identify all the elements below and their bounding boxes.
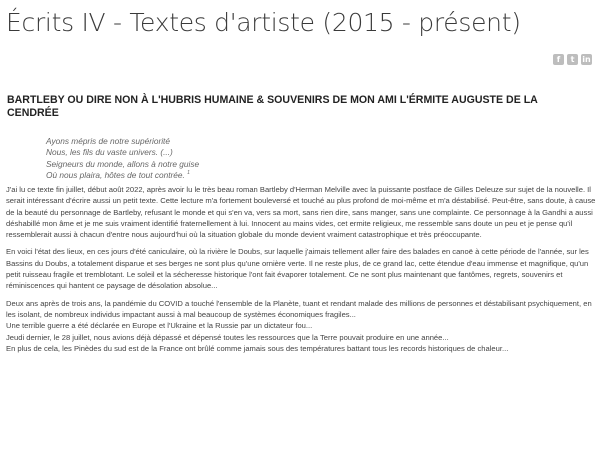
article-title: BARTLEBY OU DIRE NON À L'HUBRIS HUMAINE & SOUVENIRS DE MON AMI L'ÉRMITE AUGUSTE DE LA CENDRÉE: [7, 94, 538, 119]
linkedin-icon[interactable]: in: [582, 55, 591, 64]
share-bar: [553, 54, 592, 65]
epigraph: [46, 136, 346, 182]
epigraph-line: Nous, les fils du vaste univers. (...): [46, 147, 173, 158]
paragraph: Jeudi dernier, le 28 juillet, nous avions déjà dépassé et dépensé toutes les ressources que la Terre pouvait produire en une année...: [6, 332, 449, 342]
page-title: Écrits IV - Textes d'artiste (2015 - présent): [6, 8, 521, 37]
epigraph-line: [46, 170, 346, 181]
epigraph-line: Seigneurs du monde, allons à notre guise: [46, 158, 200, 169]
epigraph-line: Ayons mépris de notre supériorité: [46, 136, 170, 146]
facebook-icon[interactable]: f: [553, 54, 564, 65]
paragraph: Une terrible guerre a été déclarée en Europe et l'Ukraine et la Russie par un dictateur fou...: [6, 321, 313, 331]
footnote-marker[interactable]: 1: [187, 170, 190, 177]
paragraph: En plus de cela, les Pinèdes du sud est de la France ont brûlé comme jamais sous des températures battant tous les records historiques de chaleur...: [6, 343, 509, 353]
paragraph: En voici l'état des lieux, en ces jours d'été caniculaire, où la rivière le Doubs, sur laquelle j'aimais tellement aller faire des balades en canoë à cette période de l'année, sur les Bassins du Doubs, a totalement disparue et ses berges ne sont plus qu'une ornière verte. Il ne reste plus, de ce grand lac, cette étendue d'eau immense et magnifique, qu'un petit ruisseau fragile et tremblotant. Le soleil et la sécheresse historique l'ont fait évaporer totalement. Ce ne sont plus maintenant que fantômes, regrets, souvenirs et réminiscences qui hantent ce paysage de désolation absolue...: [6, 247, 589, 291]
epigraph-line-text: Où nous plaira, hôtes de tout contrée.: [46, 170, 185, 181]
paragraph: Deux ans après de trois ans, la pandémie du COVID a touché l'ensemble de la Planète, tuant et rendant malade des millions de personnes et déstabilisant psychiquement, en les isolant, de nombreux individus impactant aussi à mal beaucoup de systèmes économiques fragiles...: [6, 298, 592, 319]
paragraph: J'ai lu ce texte fin juillet, début août 2022, après avoir lu le très beau roman Bartleby d'Herman Melville avec la puissante postface de Gilles Deleuze sur sujet de la nouvelle. Il serait intéressant d'écrire aussi un petit texte. Cette lecture m'a fortement bouleversé et touché au plus profond de moi-même et m'a déstabilisé. Peut-être, sans doute, à cause de la beauté du personnage de Bartleby, refusant le monde et qui s'en va, vers sa mort, sans rien dire, sans manger, sans une complainte. Ce personnage à la Gandhi a aussi déshabillé mon âme et je me suis vraiment identifié fraternellement à lui. Innocent au mains vides, cet ermite religieux, me ressemble sans doute un peu et je pense qu'il ressemblerait aussi à chacun d'entre nous aujourd'hui où la situation globale du monde devient vraiment catastrophique et très préoccupante.: [6, 185, 596, 240]
twitter-icon[interactable]: t: [567, 54, 578, 65]
article-body: [6, 184, 596, 354]
